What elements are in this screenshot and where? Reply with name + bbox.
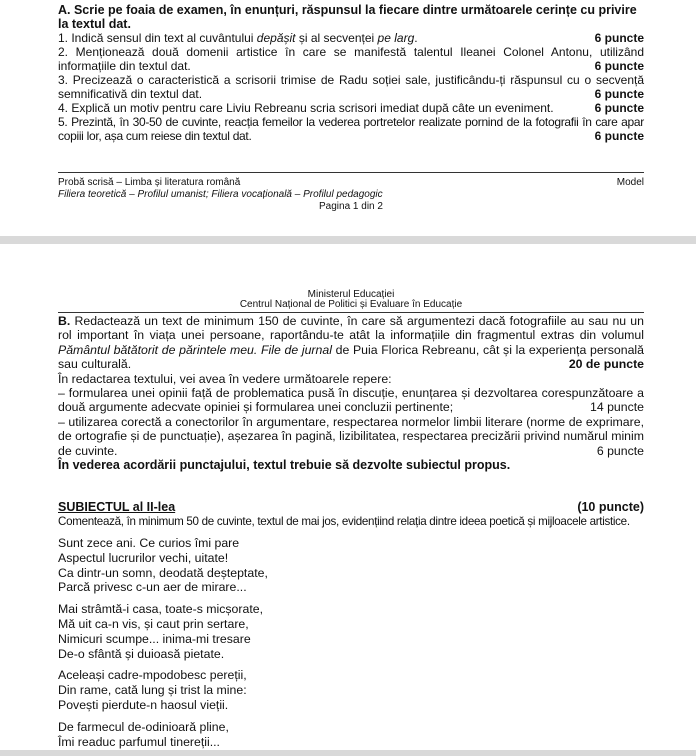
repere-2-points: 6 puncte xyxy=(596,443,644,458)
poem-line: Parcă privesc c-un aer de mirare... xyxy=(58,580,247,595)
footer-exam: Probă scrisă – Limba și literatura română xyxy=(58,177,241,188)
section-b-task-pre: Redactează un text de minimum 150 de cuvinte, în care să argumentezi dacă fotografiile au sau nu un rol important în viața unei persoane, raportându-te atât la informațiile din fragmentul extras din volumul xyxy=(58,314,644,343)
repere-1-text: – formularea unei opinii față de problematica pusă în discuție, enunțarea și dezvoltarea corespunzătoare a două argumente adecvate opiniei și formularea unei concluzii pertinente; xyxy=(58,386,644,415)
poem-line: Îmi readuc parfumul tinereții... xyxy=(58,734,220,749)
requirement-2-points: 6 puncte xyxy=(594,59,644,73)
page-2-header xyxy=(58,290,644,310)
poem-line: Sunt zece ani. Ce curios îmi pare xyxy=(58,536,240,550)
footer-divider xyxy=(58,172,644,173)
section-b-task xyxy=(58,314,644,372)
subject-2-heading xyxy=(58,500,644,514)
repere-1 xyxy=(58,386,644,415)
poem-line: Mai strâmtă-i casa, toate-s micșorate, xyxy=(58,602,264,617)
requirement-3-text: 3. Precizează o caracteristică a scrisorii trimise de Radu soției sale, justificându-ți răspunsul cu o secvență semnificativă din textul dat. xyxy=(58,73,644,101)
poem-stanza-1 xyxy=(58,536,268,595)
scoring-note: În vederea acordării punctajului, textul trebuie să dezvolte subiectul propus. xyxy=(58,458,511,473)
section-b-label: B. xyxy=(58,314,71,328)
subject-2-points: (10 puncte) xyxy=(577,500,644,514)
section-b-points: 20 de puncte xyxy=(568,357,644,372)
poem-stanza-2 xyxy=(58,602,268,661)
requirement-2 xyxy=(58,45,644,73)
footer-model: Model xyxy=(616,177,644,188)
subject-2-requirement: Comentează, în minimum 50 de cuvinte, textul de mai jos, evidențiind relația dintre ideea poetică și mijloacele artistice. xyxy=(58,515,630,528)
requirement-5 xyxy=(58,115,644,143)
poem-line: De farmecul de-odinioară pline, xyxy=(58,719,229,734)
exam-page-1 xyxy=(0,0,696,236)
section-b-book-title: Pământul bătătorit de părintele meu. File de jurnal xyxy=(58,342,332,357)
requirement-2-text: 2. Menționează două domenii artistice în care se manifestă talentul Ileanei Colonel Antonu, utilizând informațiile din textul dat. xyxy=(58,45,644,73)
section-b-task-post: de Puia Florica Rebreanu, cât și la experiența personală sau culturală. xyxy=(58,342,644,372)
poem-line: Povești pierdute-n haosul vieții. xyxy=(58,697,229,712)
poem-line: Din rame, cată lung și trist la mine: xyxy=(58,683,247,698)
poem-line: Mă uit ca-n vis, și caut prin sertare, xyxy=(58,616,249,631)
repere-1-points: 14 puncte xyxy=(589,400,644,415)
requirement-4-text: 4. Explică un motiv pentru care Liviu Rebreanu scria scrisori imediat după câte un eveniment. xyxy=(58,101,554,115)
requirement-1-points: 6 puncte xyxy=(594,31,644,45)
footer-profile: Filiera teoretică – Profilul umanist; Filiera vocațională – Profilul pedagogic xyxy=(58,189,383,200)
subject-2-title: SUBIECTUL al II-lea xyxy=(58,500,176,514)
poem-stanza-4 xyxy=(58,720,268,750)
poem-line: Aceleași cadre-mpodobesc pereții, xyxy=(58,668,247,683)
poem-stanza-3 xyxy=(58,668,268,712)
poem-line: Ca dintr-un somn, deodată deșteptate, xyxy=(58,565,268,580)
requirement-1-text-post: . xyxy=(414,31,418,45)
repere-intro: În redactarea textului, vei avea în vedere următoarele repere: xyxy=(58,371,392,386)
requirement-3 xyxy=(58,73,644,101)
requirement-1-phrase: pe larg xyxy=(377,31,415,45)
exam-page-2 xyxy=(0,244,696,750)
requirement-5-points: 6 puncte xyxy=(594,129,644,143)
page-1-footer xyxy=(58,177,644,213)
header-center: Centrul Național de Politici și Evaluare în Educație xyxy=(239,299,463,310)
requirement-4 xyxy=(58,101,644,115)
repere-2-text: – utilizarea corectă a conectorilor în argumentare, respectarea normelor limbii literare (norme de exprimare, de ortografie și de punctuație), așezarea în pagină, lizibilitatea, respectarea precizării privind numărul minim de cuvinte. xyxy=(58,414,644,458)
requirement-4-points: 6 puncte xyxy=(594,101,644,115)
requirement-1-text-pre: 1. Indică sensul din text al cuvântului xyxy=(58,31,257,45)
poem-line: Aspectul lucrurilor vechi, uitate! xyxy=(58,550,229,565)
requirement-1-word: depășit xyxy=(256,31,296,45)
footer-page-number: Pagina 1 din 2 xyxy=(319,201,383,212)
requirement-1-text-mid: și al secvenței xyxy=(295,31,378,45)
header-divider xyxy=(58,312,644,313)
requirement-1 xyxy=(58,31,644,45)
section-a xyxy=(58,3,644,143)
poem xyxy=(58,536,268,756)
poem-line: De-o sfântă și duioasă pietate. xyxy=(58,646,225,661)
header-ministry: Ministerul Educației xyxy=(307,289,395,300)
requirement-3-points: 6 puncte xyxy=(594,87,644,101)
section-a-title: A. Scrie pe foaia de examen, în enunțuri, răspunsul la fiecare dintre următoarele cerințe cu privire la textul dat. xyxy=(58,3,637,31)
section-b xyxy=(58,314,644,472)
requirement-5-text: 5. Prezintă, în 30-50 de cuvinte, reacția femeilor la vederea portretelor realizate pornind de la fotografii în care apar copiii lor, așa cum reiese din textul dat. xyxy=(58,115,644,143)
poem-line: Nimicuri scumpe... inima-mi tresare xyxy=(58,631,251,646)
repere-2 xyxy=(58,415,644,458)
